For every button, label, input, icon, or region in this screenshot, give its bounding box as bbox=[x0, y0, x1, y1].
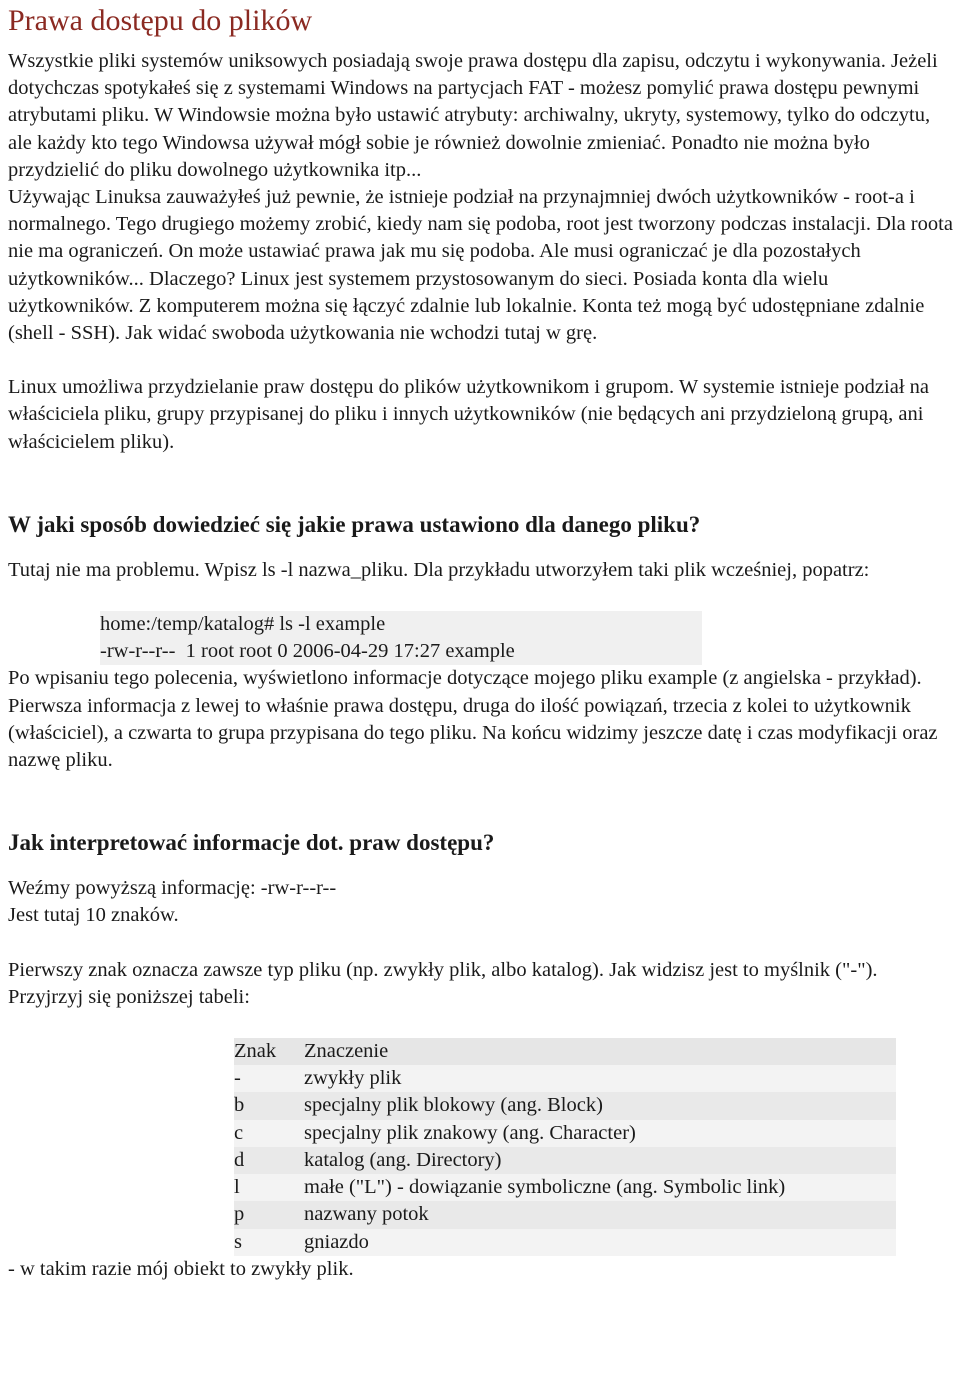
spacer bbox=[8, 456, 956, 510]
table-header-cell: Znaczenie bbox=[304, 1040, 389, 1063]
intro-paragraph-3: Linux umożliwa przydzielanie praw dostępu do plików użytkownikom i grupom. W systemie istnieje podział na właściciela pliku, grupy przypisanej do pliku i innych użytkowników (nie będących ani przydzieloną grupą, ani właścicielem pliku). bbox=[8, 376, 929, 453]
code-block bbox=[100, 611, 702, 665]
section1-explanation: Po wpisaniu tego polecenia, wyświetlono informacje dotyczące mojego pliku example (z angielska - przykład). Pierwsza informacja z lewej to właśnie prawa dostępu, druga do ilość powiązań, trzecia z kolei to użytkownik (właściciel), a czwarta to grupa przypisana do tego pliku. Na końcu widzimy jeszcze datę i czas modyfikacji oraz nazwę pliku. bbox=[8, 667, 938, 772]
section1-intro-text: Tutaj nie ma problemu. Wpisz ls -l nazwa_pliku. Dla przykładu utworzyłem taki plik wcześniej, popatrz: bbox=[8, 558, 870, 581]
table-row bbox=[234, 1174, 896, 1201]
table-cell-symbol: l bbox=[234, 1176, 240, 1199]
section-heading-permissions: W jaki sposób dowiedzieć się jakie prawa ustawiono dla danego pliku? bbox=[8, 511, 701, 537]
spacer bbox=[8, 584, 956, 611]
table-cell-symbol: c bbox=[234, 1121, 244, 1144]
table-row bbox=[234, 1120, 896, 1147]
spacer bbox=[8, 774, 956, 828]
code-line: -rw-r--r-- 1 root root 0 2006-04-29 17:27 example bbox=[100, 640, 515, 663]
section2-table-intro: Pierwszy znak oznacza zawsze typ pliku (np. zwykły plik, albo katalog). Jak widzisz jest to myślnik ("-"). Przyjrzyj się poniższej tabeli: bbox=[8, 958, 878, 1008]
table-cell-meaning: nazwany potok bbox=[304, 1203, 429, 1226]
table-header-row bbox=[234, 1038, 896, 1065]
table-cell-meaning: zwykły plik bbox=[304, 1067, 402, 1090]
table-row bbox=[234, 1147, 896, 1174]
code-line: home:/temp/katalog# ls -l example bbox=[100, 613, 386, 636]
table-cell-symbol: b bbox=[234, 1094, 245, 1117]
table-header-cell: Znak bbox=[234, 1040, 277, 1063]
table-cell-symbol: s bbox=[234, 1230, 242, 1253]
table-cell-meaning: gniazdo bbox=[304, 1230, 369, 1253]
spacer bbox=[8, 347, 956, 374]
section-heading-interpret: Jak interpretować informacje dot. praw dostępu? bbox=[8, 830, 495, 856]
page-title: Prawa dostępu do plików bbox=[8, 4, 313, 37]
document-page bbox=[8, 0, 956, 1283]
file-type-table bbox=[234, 1038, 896, 1256]
table-row bbox=[234, 1065, 896, 1092]
table-cell-meaning: specjalny plik blokowy (ang. Block) bbox=[304, 1094, 603, 1117]
spacer bbox=[8, 930, 956, 957]
section2-footer: - w takim razie mój obiekt to zwykły plik. bbox=[8, 1257, 354, 1280]
table-cell-symbol: - bbox=[234, 1067, 241, 1090]
table-cell-meaning: katalog (ang. Directory) bbox=[304, 1148, 502, 1171]
spacer bbox=[8, 858, 956, 875]
table-cell-meaning: specjalny plik znakowy (ang. Character) bbox=[304, 1121, 636, 1144]
table-cell-symbol: d bbox=[234, 1148, 245, 1171]
table-row bbox=[234, 1201, 896, 1228]
intro-paragraph-2: Używając Linuksa zauważyłeś już pewnie, że istnieje podział na przynajmniej dwóch użytkowników - root-a i normalnego. Tego drugiego możemy zrobić, kiedy nam się podoba, root jest tworzony podczas instalacji. Dla roota nie ma ograniczeń. On może ustawiać prawa jak mu się podoba. Ale musi ograniczać je dla pozostałych użytkowników... Dlaczego? Linux jest systemem przystosowanym do sieci. Posiada konta dla wielu użytkowników. Z komputerem można się łączyć zdalnie lub lokalnie. Konta też mogą być udostępniane zdalnie (shell - SSH). Jak widać swoboda użytkowania nie wchodzi tutaj w grę. bbox=[8, 186, 953, 345]
section2-line-1: Weźmy powyższą informację: -rw-r--r-- bbox=[8, 877, 337, 900]
intro-paragraph-1: Wszystkie pliki systemów uniksowych posiadają swoje prawa dostępu dla zapisu, odczytu i wykonywania. Jeżeli dotychczas spotykałeś się z systemami Windows na partycjach FAT - możesz pomylić prawa dostępu pewnymi atrybutami pliku. W Windowsie można było ustawić atrybuty: archiwalny, ukryty, systemowy, tylko do odczytu, ale każdy kto tego Windowsa używał mógł sobie je również dowolnie zmieniać. Ponadto nie można było przydzielić do pliku dowolnego użytkownika itp... bbox=[8, 50, 938, 181]
spacer bbox=[8, 540, 956, 557]
section2-line-2: Jest tutaj 10 znaków. bbox=[8, 904, 179, 927]
table-cell-symbol: p bbox=[234, 1203, 245, 1226]
table-row bbox=[234, 1092, 896, 1119]
table-row bbox=[234, 1229, 896, 1256]
spacer bbox=[8, 1011, 956, 1038]
table-cell-meaning: małe ("L") - dowiązanie symboliczne (ang. Symbolic link) bbox=[304, 1176, 786, 1199]
